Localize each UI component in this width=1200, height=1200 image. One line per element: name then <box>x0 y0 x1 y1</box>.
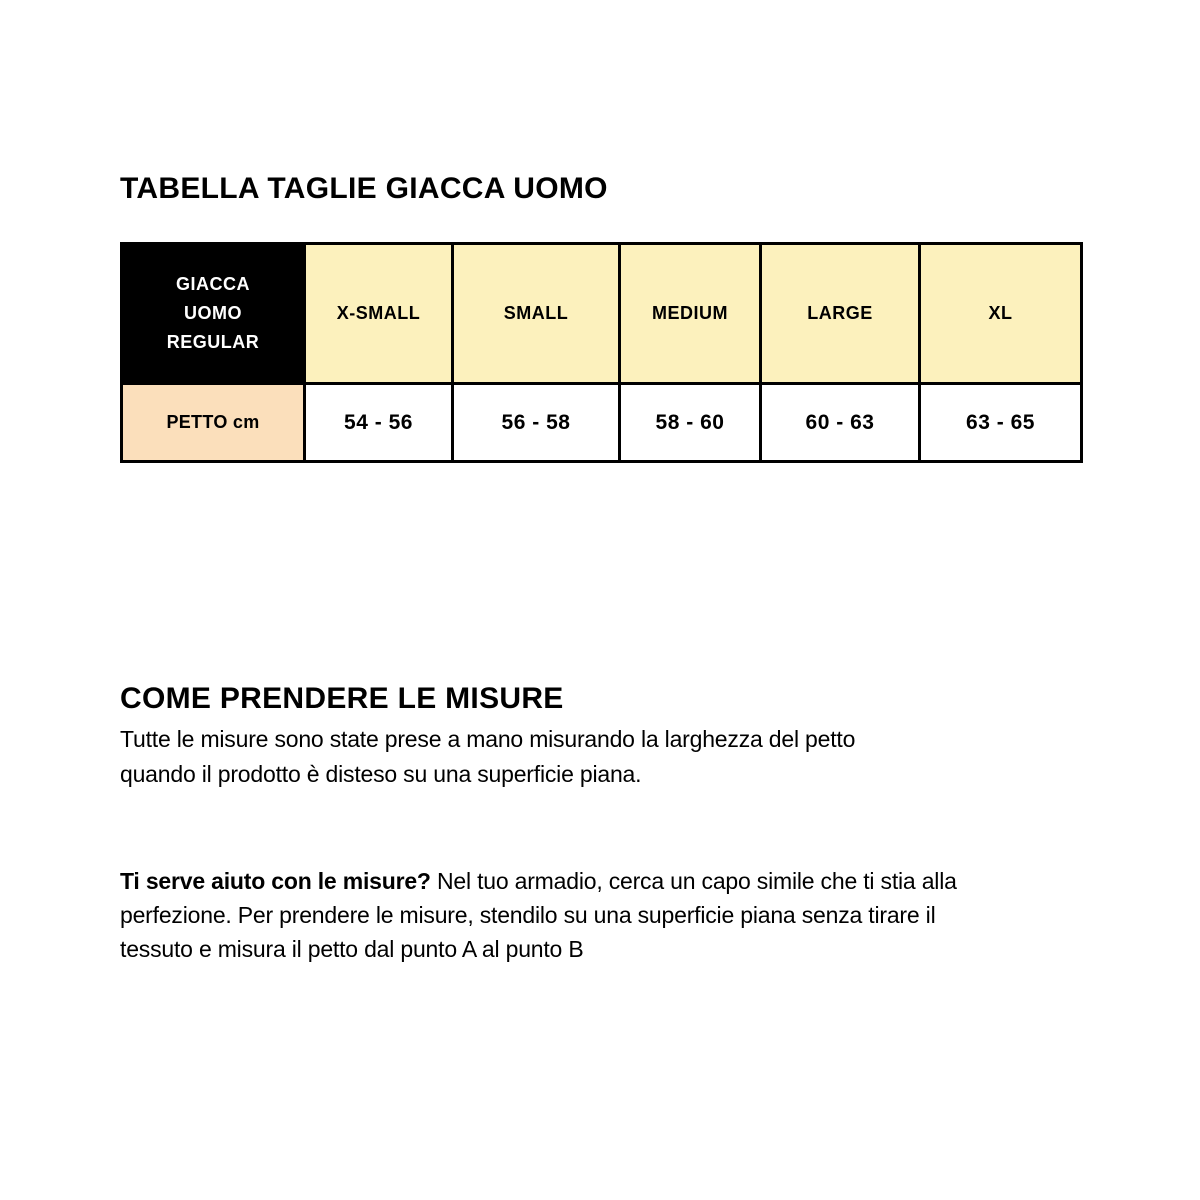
size-table-chest-row <box>122 384 1082 462</box>
chest-value-large: 60 - 63 <box>761 384 920 462</box>
size-column-header-xl: XL <box>920 244 1082 384</box>
paragraph-line: Tutte le misure sono state prese a mano misurando la larghezza del petto <box>120 726 856 752</box>
corner-label-line: UOMO <box>184 303 242 323</box>
chest-value-small: 56 - 58 <box>453 384 620 462</box>
size-table <box>120 242 1083 463</box>
size-column-header-medium: MEDIUM <box>620 244 761 384</box>
row-label-petto: PETTO cm <box>122 384 305 462</box>
measure-instructions-paragraph <box>120 722 855 792</box>
help-line-rest: Nel tuo armadio, cerca un capo simile che ti stia alla <box>430 868 957 894</box>
corner-label-line: REGULAR <box>166 332 260 352</box>
paragraph-line: perfezione. Per prendere le misure, stendilo su una superficie piana senza tirare il <box>120 902 936 928</box>
paragraph-line: tessuto e misura il petto dal punto A al punto B <box>120 936 584 962</box>
page-title: TABELLA TAGLIE GIACCA UOMO <box>120 172 608 206</box>
size-table-header-row <box>122 244 1082 384</box>
measure-help-paragraph <box>120 864 957 966</box>
size-column-header-large: LARGE <box>761 244 920 384</box>
measure-section-title: COME PRENDERE LE MISURE <box>120 681 564 715</box>
size-column-header-small: SMALL <box>453 244 620 384</box>
paragraph-line <box>120 864 957 898</box>
paragraph-line: quando il prodotto è disteso su una superficie piana. <box>120 761 642 787</box>
chest-value-xl: 63 - 65 <box>920 384 1082 462</box>
size-column-header-xsmall: X-SMALL <box>305 244 453 384</box>
chest-value-xsmall: 54 - 56 <box>305 384 453 462</box>
chest-value-medium: 58 - 60 <box>620 384 761 462</box>
table-corner-cell <box>122 244 305 384</box>
help-question-lead: Ti serve aiuto con le misure? <box>120 868 431 894</box>
corner-label-line: GIACCA <box>176 274 250 294</box>
